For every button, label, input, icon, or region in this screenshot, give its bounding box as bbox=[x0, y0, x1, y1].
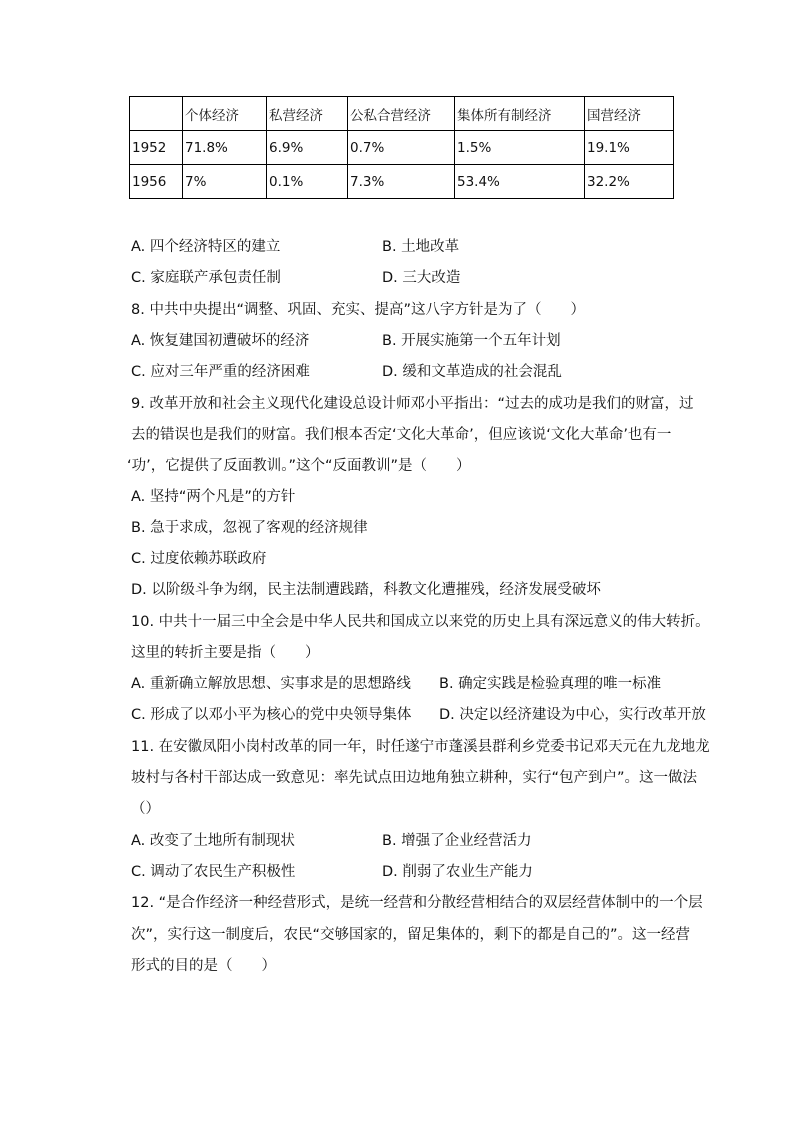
q7-option-b[interactable]: B. 土地改革 bbox=[382, 239, 460, 255]
q9-stem-line: ‘功’，它提供了反面教训。”这个“反面教训”是（ ） bbox=[127, 458, 471, 474]
q11-option-d[interactable]: D. 削弱了农业生产能力 bbox=[382, 864, 533, 880]
q9-stem-line: 去的错误也是我们的财富。我们根本否定‘文化大革命’，但应该说‘文化大革命’也有一 bbox=[131, 427, 672, 443]
table-cell: 1952 bbox=[130, 131, 183, 165]
q10-stem-line: 10. 中共十一届三中全会是中华人民共和国成立以来党的历史上具有深远意义的伟大转折。 bbox=[131, 614, 710, 630]
table-header-cell: 个体经济 bbox=[183, 97, 267, 131]
q8-option-d[interactable]: D. 缓和文革造成的社会混乱 bbox=[382, 364, 562, 380]
table-cell: 6.9% bbox=[267, 131, 348, 165]
q11-option-b[interactable]: B. 增强了企业经营活力 bbox=[382, 833, 532, 849]
q8-stem: 8. 中共中央提出“调整、巩固、充实、提高”这八字方针是为了（ ） bbox=[131, 302, 585, 318]
q8-option-a[interactable]: A. 恢复建国初遭破坏的经济 bbox=[131, 333, 310, 349]
economy-table bbox=[129, 96, 674, 199]
table-header-cell: 公私合营经济 bbox=[348, 97, 455, 131]
q9-stem-line: 9. 改革开放和社会主义现代化建设总设计师邓小平指出：“过去的成功是我们的财富，过 bbox=[131, 396, 694, 412]
q11-stem-line: 11. 在安徽凤阳小岗村改革的同一年，时任遂宁市蓬溪县群利乡党委书记邓天元在九龙地龙 bbox=[131, 739, 710, 755]
q7-option-d[interactable]: D. 三大改造 bbox=[382, 270, 461, 286]
table-header-cell: 私营经济 bbox=[267, 97, 348, 131]
q12-stem-line: 12. “是合作经济一种经营形式，是统一经营和分散经营相结合的双层经营体制中的一个层 bbox=[131, 895, 703, 911]
q12-stem-line: 形式的目的是（ ） bbox=[131, 958, 276, 974]
q9-option-a[interactable]: A. 坚持“两个凡是”的方针 bbox=[131, 489, 296, 505]
table-header-cell: 国营经济 bbox=[585, 97, 674, 131]
table-row bbox=[130, 131, 674, 165]
q11-stem-line: （） bbox=[131, 801, 160, 817]
q10-stem-line: 这里的转折主要是指（ ） bbox=[131, 645, 320, 661]
q7-option-c[interactable]: C. 家庭联产承包责任制 bbox=[131, 270, 281, 286]
table-cell: 0.7% bbox=[348, 131, 455, 165]
q9-option-b[interactable]: B. 急于求成，忽视了客观的经济规律 bbox=[131, 520, 368, 536]
table-cell: 53.4% bbox=[455, 165, 585, 199]
q9-option-c[interactable]: C. 过度依赖苏联政府 bbox=[131, 551, 267, 567]
table-cell: 32.2% bbox=[585, 165, 674, 199]
table-cell: 71.8% bbox=[183, 131, 267, 165]
q11-option-a[interactable]: A. 改变了土地所有制现状 bbox=[131, 833, 295, 849]
q11-option-c[interactable]: C. 调动了农民生产积极性 bbox=[131, 864, 296, 880]
table-cell: 1956 bbox=[130, 165, 183, 199]
table-cell: 7.3% bbox=[348, 165, 455, 199]
q7-option-a[interactable]: A. 四个经济特区的建立 bbox=[131, 239, 281, 255]
q10-option-d[interactable]: D. 决定以经济建设为中心，实行改革开放 bbox=[439, 707, 706, 723]
table-cell: 1.5% bbox=[455, 131, 585, 165]
table-header-row bbox=[130, 97, 674, 131]
table-cell: 0.1% bbox=[267, 165, 348, 199]
q10-option-a[interactable]: A. 重新确立解放思想、实事求是的思想路线 bbox=[131, 676, 411, 692]
q9-option-d[interactable]: D. 以阶级斗争为纲，民主法制遭践踏，科教文化遭摧残，经济发展受破坏 bbox=[131, 582, 601, 598]
table-header-cell bbox=[130, 97, 183, 131]
q8-option-c[interactable]: C. 应对三年严重的经济困难 bbox=[131, 364, 310, 380]
q8-option-b[interactable]: B. 开展实施第一个五年计划 bbox=[382, 333, 561, 349]
table-cell: 7% bbox=[183, 165, 267, 199]
q12-stem-line: 次”，实行这一制度后，农民“交够国家的，留足集体的，剩下的都是自己的”。这一经营 bbox=[131, 927, 691, 943]
q11-stem-line: 坡村与各村干部达成一致意见：率先试点田边地角独立耕种，实行“包产到户”。这一做法 bbox=[131, 770, 698, 786]
table-header-cell: 集体所有制经济 bbox=[455, 97, 585, 131]
q10-option-c[interactable]: C. 形成了以邓小平为核心的党中央领导集体 bbox=[131, 707, 412, 723]
table-cell: 19.1% bbox=[585, 131, 674, 165]
q10-option-b[interactable]: B. 确定实践是检验真理的唯一标准 bbox=[439, 676, 662, 692]
table-row bbox=[130, 165, 674, 199]
